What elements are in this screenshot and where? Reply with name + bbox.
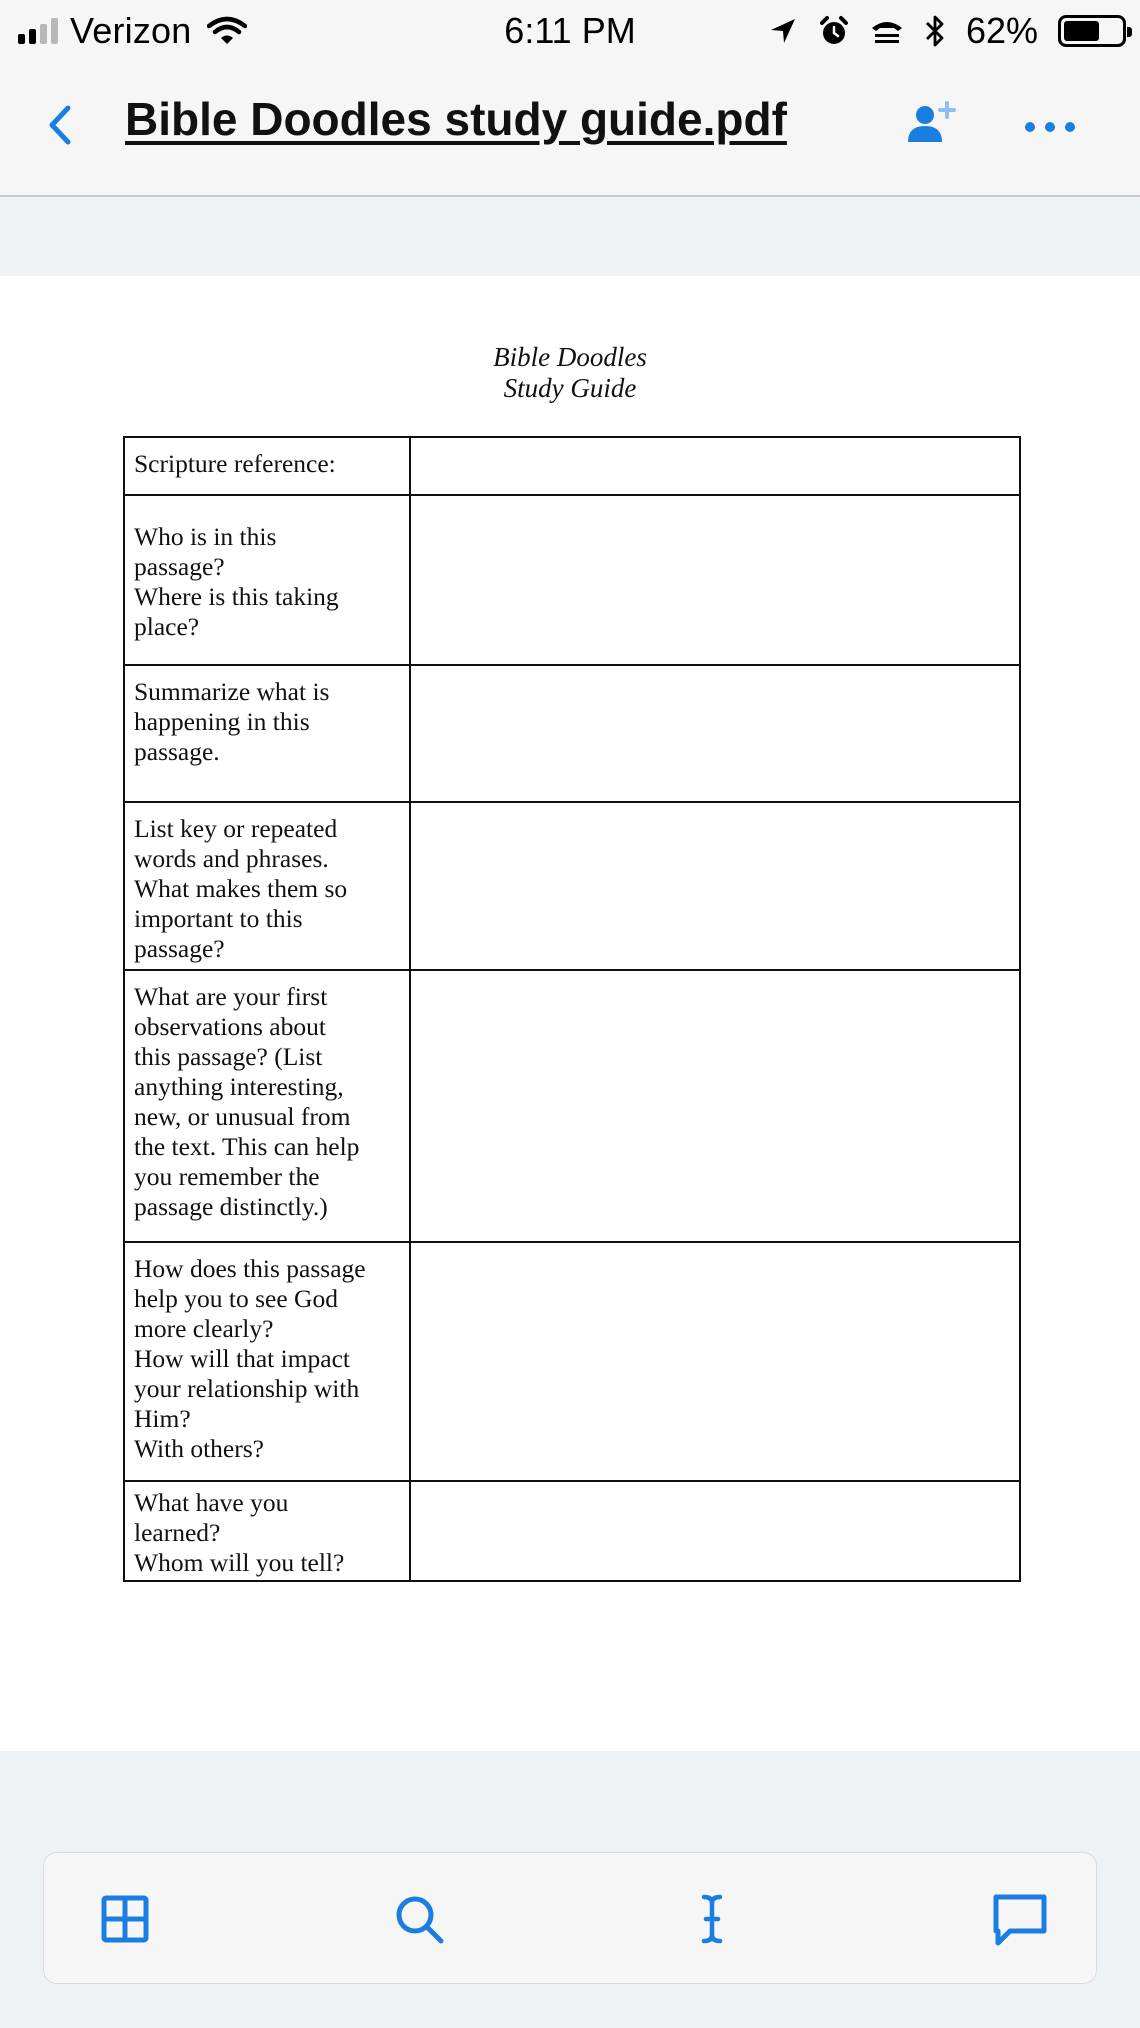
answer-cell[interactable] <box>410 495 1020 665</box>
alarm-icon <box>818 15 850 47</box>
question-cell: What have you learned? Whom will you tell? <box>124 1481 410 1581</box>
answer-cell[interactable] <box>410 1481 1020 1581</box>
answer-cell[interactable] <box>410 802 1020 970</box>
bottom-toolbar <box>43 1852 1097 1984</box>
battery-percent: 62% <box>965 10 1038 51</box>
table-row <box>124 437 1020 495</box>
location-arrow-icon <box>768 16 798 46</box>
table-row <box>124 1242 1020 1481</box>
add-person-icon <box>908 103 954 142</box>
chevron-left-icon <box>52 108 68 142</box>
battery-icon <box>1058 15 1126 47</box>
question-cell: List key or repeated words and phrases. What makes them so important to this passage? <box>124 802 410 970</box>
answer-cell[interactable] <box>410 665 1020 802</box>
document-title[interactable]: Bible Doodles study guide.pdf <box>125 93 787 145</box>
status-bar <box>0 0 1140 62</box>
question-cell: Scripture reference: <box>124 437 410 495</box>
table-row <box>124 665 1020 802</box>
table-row <box>124 970 1020 1242</box>
more-options-button[interactable] <box>1020 112 1080 142</box>
question-cell: How does this passage help you to see God more clearly? How will that impact your relationship with Him? With others? <box>124 1242 410 1481</box>
text-cursor-icon <box>704 1897 720 1941</box>
back-button[interactable] <box>40 100 80 150</box>
search-icon <box>399 1899 441 1941</box>
pdf-heading <box>0 342 1140 404</box>
answer-cell[interactable] <box>410 437 1020 495</box>
ellipsis-icon <box>1025 122 1075 132</box>
thumbnails-grid-icon <box>104 1898 146 1940</box>
comment-button[interactable] <box>990 1889 1050 1949</box>
table-row <box>124 1481 1020 1581</box>
thumbnails-grid-button[interactable] <box>97 1891 153 1947</box>
question-cell: Summarize what is happening in this passage. <box>124 665 410 802</box>
pdf-heading-line-2: Study Guide <box>503 373 637 403</box>
comment-icon <box>996 1897 1044 1943</box>
answer-cell[interactable] <box>410 970 1020 1242</box>
text-select-button[interactable] <box>684 1891 740 1947</box>
table-row <box>124 495 1020 665</box>
status-time: 6:11 PM <box>504 10 636 51</box>
table-row <box>124 802 1020 970</box>
carrier-name: Verizon <box>70 10 192 51</box>
question-cell: Who is in this passage? Where is this taking place? <box>124 495 410 665</box>
pdf-page[interactable] <box>0 276 1140 1751</box>
study-guide-table <box>123 436 1021 1582</box>
bluetooth-icon <box>924 14 946 48</box>
answer-cell[interactable] <box>410 1242 1020 1481</box>
tty-icon <box>870 16 904 46</box>
question-cell: What are your first observations about this passage? (List anything interesting, new, or unusual from the text. This can help you remember the passage distinctly.) <box>124 970 410 1242</box>
navigation-bar <box>0 62 1140 197</box>
pdf-heading-line-1: Bible Doodles <box>493 342 647 372</box>
search-button[interactable] <box>391 1891 447 1947</box>
add-person-button[interactable] <box>905 100 959 150</box>
